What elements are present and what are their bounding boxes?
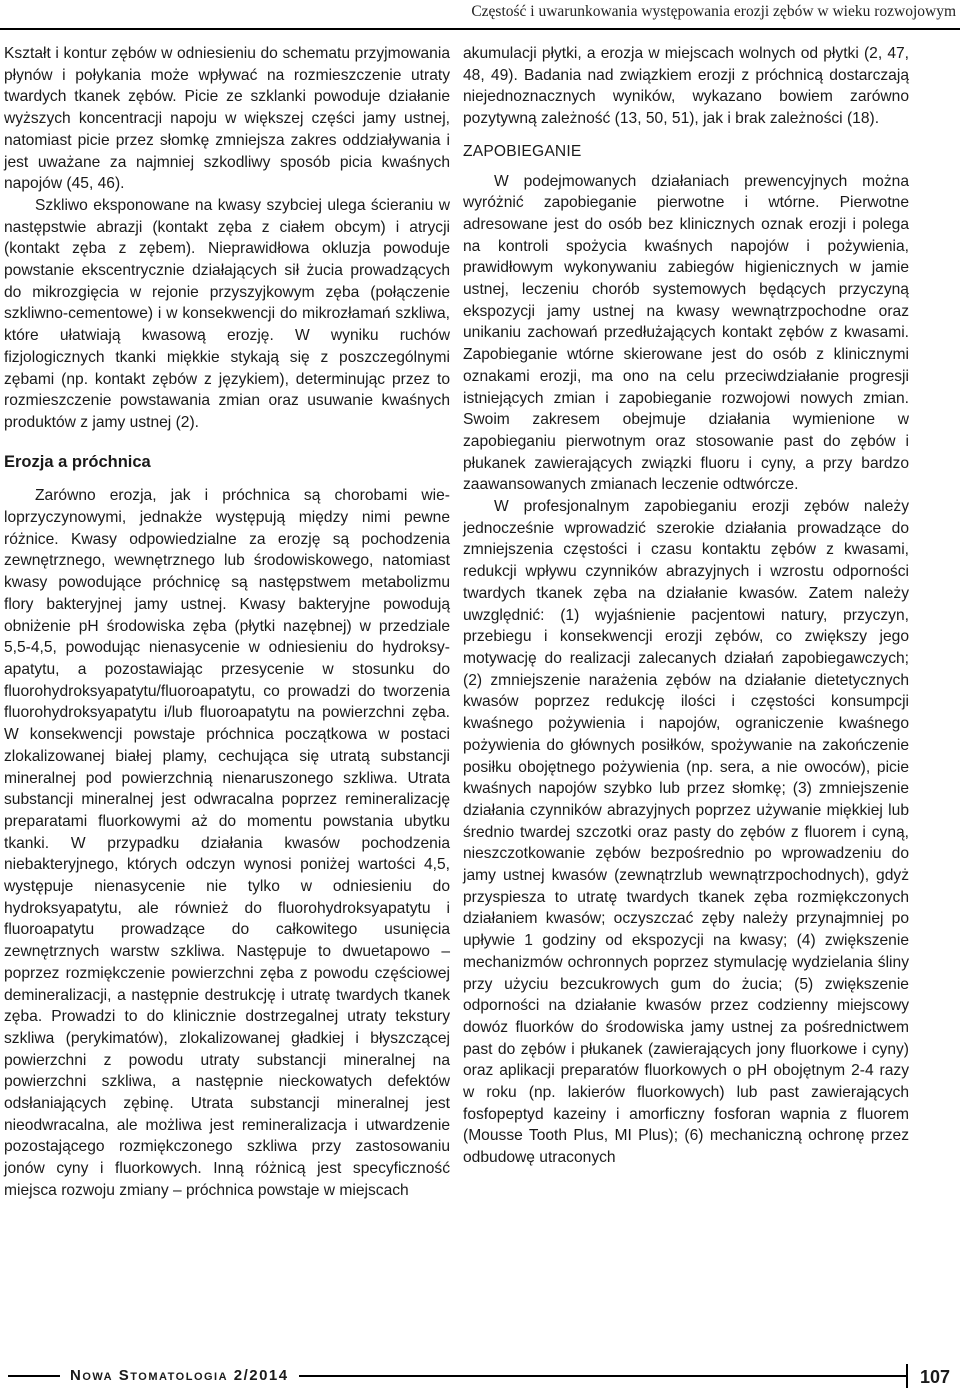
right-paragraph-2: W podejmowanych działaniach prewencyjnych można wyróżnić zapobieganie pierwotne i wtórne. Pierwotne adresowane jest do osób bez klinicznych oznak erozji i polega na kontroli spożycia kwaśnych napojów i pożywienia, prawidłowym wykonywaniu zabiegów higienicznych w jamie ustnej, leczeniu chorób systemowych będących przyczyną ekspozycji jamy ustnej na kwasy wewnątrzpochodne oraz unikaniu zachowań przedłużających kontakt zębów z kwasami. Zapobieganie wtórne skierowane jest do osób z klinicznymi oznakami erozji, ma ono na celu przeciwdziałanie progresji istniejących zmian i zapobieganie rozwojowi nowych zmian. Swoim zakresem obejmuje działania wymienione w zapobieganiu pierwotnym oraz stosowanie past do zębów i płukanek zawierających związki fluoru i cyny, a przy bardzo zaawansowanych zmianach leczenie odtwórcze. (463, 172, 909, 494)
header-rule (0, 28, 960, 30)
left-paragraph-2: Szkliwo eksponowane na kwasy szybciej ulega ścieraniu w następstwie abrazji (kontakt zęba z ciałem obcym) i atrycji (kontakt zęba z zębem). Nieprawidłowa okluzja powoduje powstanie ekscentrycznie działających sił żucia prowadzących do mikrozgięcia w rejonie przyszyjkowym zęba (połączenie szkliwno-cementowe) i w konsekwencji do mikrozłamań szkliwa, które ułatwiają kwasową erozję. W wyniku ruchów fizjologicznych tkanki miękkie stykają się z poszczególnymi zębami (np. kontakt zębów z językiem), determinując przez to rozmieszczenie powstawania zmian oraz usuwanie kwaśnych produktów z jamy ustnej (2). (4, 196, 450, 431)
section-heading-zapobieganie: ZAPOBIEGANIE (463, 142, 582, 160)
left-paragraph-1: Kształt i kontur zębów w odniesieniu do schematu przyjmowania płynów i połykania może wpływać na rozmieszczenie utraty twardych tkanek zębów. Picie ze szklanki powoduje działanie wyższych koncentracji napoju w większej części jamy ustnej, natomiast picie przez słomkę zmniejsza zakres oddziaływania i jest uważane za najmniej szkodliwy sposób picia kwaśnych napojów (45, 46). (4, 45, 450, 193)
right-column (463, 43, 909, 1169)
left-paragraph-3: Zarówno erozja, jak i próchnica są chorobami wieloprzyczynowymi, jednakże występują między nimi pewne różnice. Kwasy odpowiedzialne za erozję są pochodzenia zewnętrznego, wewnętrznego lub środowiskowego, natomiast kwasy powodujące próchnicę są następstwem metabolizmu flory bakteryjnej jamy ustnej. Kwasy bakteryjne powodują obniżenie pH środowiska zęba (płytki nazębnej) w przedziale 5,5-4,5, powodując nienasycenie w odniesieniu do hydroksyapatytu, a pozostawiając przesycenie w stosunku do fluorohydroksyapatytu/fluoroapatytu, co prowadzi do tworzenia fluorohydroksyapatytu i/lub fluoroapatytu na powierzchni zęba. W konsekwencji powstaje próchnica początkowa w postaci zlokalizowanej białej plamy, cechująca się utratą substancji mineralnej pod powierzchnią nienaruszonego szkliwa. Utrata substancji mineralnej jest odwracalna poprzez remineralizację preparatami fluorkowymi aż do momentu powstania ubytku tkanki. W przypadku działania kwasów pochodzenia niebakteryjnego, których odczyn wynosi poniżej wartości 4,5, występuje nienasycenie nie tylko w odniesieniu do hydroksyapatytu, ale również do fluorohydroksyapatytu i fluoroapatytu prowadzące do całkowitego usunięcia zewnętrznych warstw szkliwa. Następuje to dwuetapowo – poprzez rozmiękczenie powierzchni zęba z powodu częściowej demineralizacji, a następnie destrukcję i utratę twardych tkanek zęba. Prowadzi to do klinicznie dostrzegalnej utraty tekstury szkliwa (perykimatów), zlokalizowanej gładkiej i błyszczącej powierzchni z powodu utraty substancji mineralnej na powierzchni szkliwa, a następnie nieckowatych defektów odsłaniających zębinę. Utrata substancji mineralnej jest nieodwracalna, ale możliwa jest remineralizacja i utwardzenie pozostającego rozmiękczonego szkliwa przy zastosowaniu jonów cyny i fluorkowych. Inną różnicą jest specyficzność miejsca rozwoju zmiany – próchnica powstaje w miejscach (4, 487, 450, 1199)
running-header: Częstość i uwarunkowania występowania erozji zębów w wieku rozwojowym (471, 3, 956, 20)
footer (0, 1362, 960, 1390)
right-paragraph-1: akumulacji płytki, a erozja w miejscach wolnych od płytki (2, 47, 48, 49). Badania nad związkiem erozji z próchnicą dostarczają niejednoznacznych wyników, wykazano bowiem zarówno pozytywną zależność (13, 50, 51), jak i brak zależności (18). (463, 45, 909, 128)
journal-name: Nowa Stomatologia 2/2014 (60, 1362, 299, 1390)
left-column (4, 43, 450, 1202)
right-paragraph-3: W profesjonalnym zapobieganiu erozji zębów należy jednocześnie wprowadzić szerokie działania prowadzące do zmniejszenia częstości i czasu kontaktu zębów z kwasami, redukcji wpływu czynników abrazyjnych i wzrostu odporności twardych tkanek zęba na działanie kwasów. Zatem należy uwzględnić: (1) wyjaśnienie pacjentowi natury, przyczyn, przebiegu i konsekwencji erozji zębów, co zwiększy jego motywację do realizacji zalecanych działań zapobiegawczych; (2) zmniejszenie narażenia zębów na działanie dietetycznych kwasów poprzez redukcję ilości i częstości konsumpcji kwaśnego pożywienia i napojów, ograniczenie kwaśnego pożywienia do głównych posiłków, spożywanie na zakończenie posiłku obojętnego pożywienia (np. sera, a nie owoców), picie kwaśnych napojów szybko lub przez słomkę; (3) zmniejszenie działania czynników abrazyjnych poprzez używanie miękkiej lub średnio twardej szczotki oraz pasty do zębów z fluorem i cyną, nieszczotkowanie zębów bezpośrednio po wprowadzeniu do jamy ustnej kwasów (zewnątrzlub wewnątrzpochodnych), gdyż przyspiesza to utratę twardych tkanek zęba rozmiękczonych działaniem kwasów; oczyszczać zęby należy przynajmniej po upływie 1 godziny od ekspozycji na kwasy; (4) zwiększenie mechanizmów ochronnych poprzez stymulację wydzielania śliny przy użyciu bezcukrowych gum do żucia; (5) zwiększenie odporności na działanie kwasów przez codzienny miejscowy dowóz fluorków do środowiska jamy ustnej za pośrednictwem past do zębów i płukanek (zawierających jony fluorkowe i cyny) oraz aplikacji preparatów fluorkowych o pH obojętnym 2-4 razy w roku (np. lakierów fluorkowych) lub past zawierających fosfopeptyd kazeiny i amorficzny fosforan wapnia z fluorem (Mousse Tooth Plus, MI Plus); (6) mechaniczną ochronę przez odbudowę utraconych (463, 498, 909, 1167)
section-heading-erozja: Erozja a próchnica (4, 452, 151, 471)
page-number: 107 (906, 1364, 956, 1388)
